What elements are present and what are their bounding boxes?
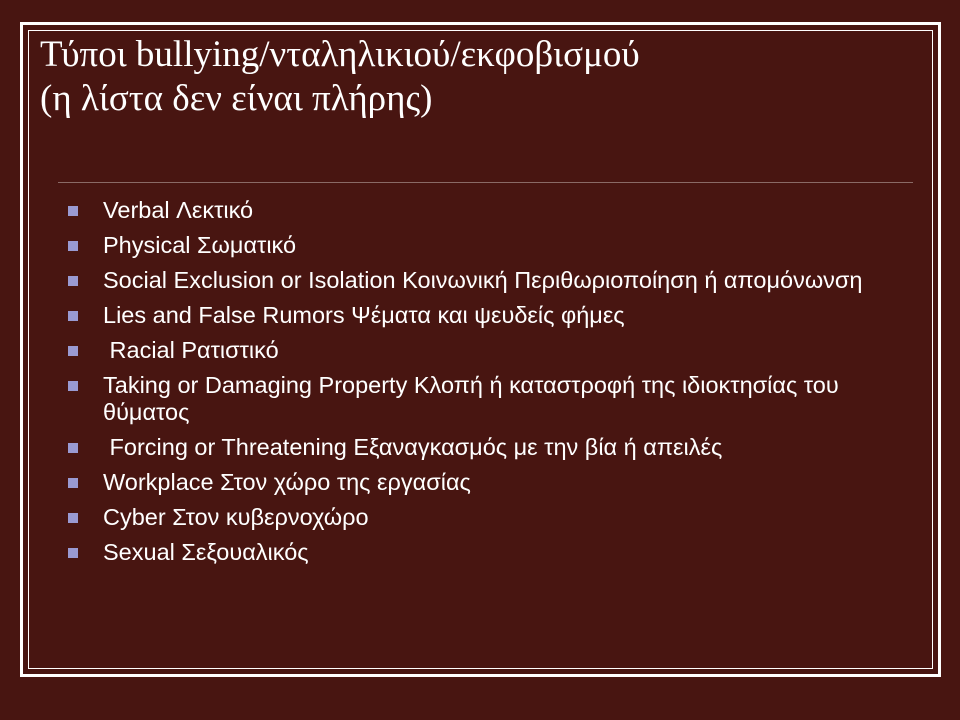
bullet-item-racial: [66, 337, 896, 364]
square-bullet-icon: [68, 443, 78, 453]
square-bullet-icon: [68, 513, 78, 523]
bullet-text: Lies and False Rumors Ψέματα και ψευδείς φήμες: [103, 302, 625, 328]
bullet-text: Sexual Σεξουαλικός: [103, 539, 309, 565]
bullet-text: Physical Σωματικό: [103, 232, 297, 258]
bullet-item-cyber: [66, 504, 896, 531]
square-bullet-icon: [68, 311, 78, 321]
square-bullet-icon: [68, 478, 78, 488]
slide-title-line-2: (η λίστα δεν είναι πλήρης): [40, 78, 433, 119]
bullet-text: Cyber Στον κυβερνοχώρο: [103, 504, 369, 530]
bullet-text: Workplace Στον χώρο της εργασίας: [103, 469, 471, 495]
bullet-text: Racial Ρατιστικό: [103, 337, 279, 363]
bullet-text: Social Exclusion or Isolation Κοινωνική Περιθωριοποίηση ή απομόνωνση: [103, 267, 863, 293]
square-bullet-icon: [68, 276, 78, 286]
bullet-text: Taking or Damaging Property Κλοπή ή καταστροφή της ιδιοκτησίας του θύματος: [103, 372, 839, 425]
bullet-item-lies-rumors: [66, 302, 896, 329]
title-divider: [58, 182, 913, 183]
bullet-list: [66, 197, 896, 574]
bullet-item-physical: [66, 232, 896, 259]
bullet-item-social-exclusion: [66, 267, 896, 294]
bullet-item-verbal: [66, 197, 896, 224]
square-bullet-icon: [68, 346, 78, 356]
square-bullet-icon: [68, 548, 78, 558]
slide-title-line-1: Τύποι bullying/νταληλικιού/εκφοβισμού: [40, 34, 640, 75]
bullet-item-workplace: [66, 469, 896, 496]
bullet-text: Verbal Λεκτικό: [103, 197, 254, 223]
slide-title: [40, 33, 920, 121]
square-bullet-icon: [68, 241, 78, 251]
bullet-item-sexual: [66, 539, 896, 566]
bullet-text: Forcing or Threatening Εξαναγκασμός με την βία ή απειλές: [103, 434, 723, 460]
square-bullet-icon: [68, 381, 78, 391]
bullet-item-property: [66, 372, 896, 426]
bullet-item-forcing: [66, 434, 896, 461]
square-bullet-icon: [68, 206, 78, 216]
